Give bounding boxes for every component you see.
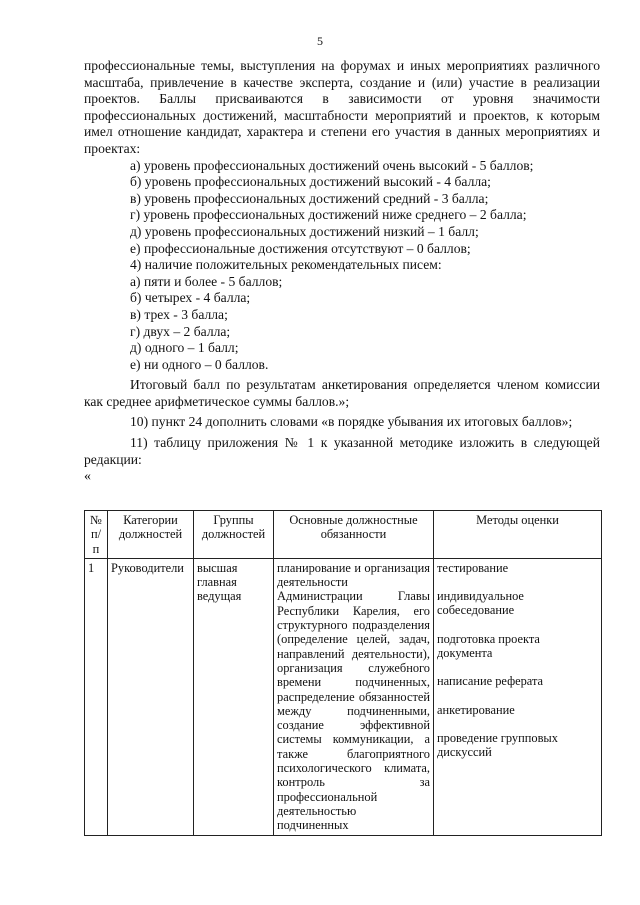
list-item: б) уровень профессиональных достижений высокий - 4 балла; [130, 174, 491, 190]
header-groups: Группы должностей [194, 511, 274, 559]
cell-methods [434, 558, 602, 835]
letters-heading: 4) наличие положительных рекомендательных писем: [130, 257, 442, 273]
list-item: в) трех - 3 балла; [130, 306, 228, 322]
header-methods: Методы оценки [434, 511, 602, 559]
cell-number: 1 [85, 558, 108, 835]
achievement-levels-list [84, 158, 600, 258]
opening-quote: « [84, 469, 91, 485]
header-number: № п/п [85, 511, 108, 559]
method-item: подготовка проекта документа [437, 631, 540, 661]
list-item: г) уровень профессиональных достижений ниже среднего – 2 балла; [130, 207, 527, 223]
intro-paragraph: профессиональные темы, выступления на форумах и иных мероприятиях различного масштаба, привлечение в качестве эксперта, создание и (или) участие в реализации проектов. Баллы присваиваются в зависимости от уровня значимости профессиональных достижений, масштабности мероприятий и проектов, к которым имел отношение кандидат, характера и степени его участия в данных мероприятиях и проектах: [84, 58, 600, 156]
amendment-item-11: 11) таблицу приложения № 1 к указанной методике изложить в следующей редакции: [84, 435, 600, 467]
list-item: е) профессиональные достижения отсутствуют – 0 баллов; [130, 240, 471, 256]
method-item: индивидуальное собеседование [437, 589, 524, 618]
list-item: а) уровень профессиональных достижений очень высокий - 5 баллов; [130, 157, 534, 173]
method-item: проведение групповых дискуссий [437, 730, 558, 760]
methods-table [84, 510, 602, 836]
cell-duties: планирование и организация деятельности Администрации Главы Республики Карелия, его структурного подразделения (определение целей, задач, направлений деятельности), организация служебного времени подчиненных, распределение обязанностей между подчиненными, создание эффективной системы коммуникации, а также благоприятного психологического климата, контроль за профессиональной деятельностью подчиненных [274, 558, 434, 835]
table-header-row [85, 511, 602, 559]
header-category: Категории должностей [108, 511, 194, 559]
cell-category: Руководители [108, 558, 194, 835]
amendment-item-10: 10) пункт 24 дополнить словами «в порядке убывания их итоговых баллов»; [130, 414, 573, 430]
letters-levels-list [84, 274, 600, 374]
list-item: б) четырех - 4 балла; [130, 290, 251, 306]
document-body [84, 58, 600, 498]
final-score-paragraph: Итоговый балл по результатам анкетирования определяется членом комиссии как среднее арифметическое суммы баллов.»; [84, 377, 600, 409]
group-item: ведущая [197, 589, 242, 604]
method-item: тестирование [437, 560, 509, 575]
list-item: д) одного – 1 балл; [130, 340, 239, 356]
table-row [85, 558, 602, 835]
group-item: главная [197, 575, 237, 590]
cell-groups [194, 558, 274, 835]
list-item: г) двух – 2 балла; [130, 323, 231, 339]
list-item: а) пяти и более - 5 баллов; [130, 273, 283, 289]
method-item: анкетирование [437, 702, 515, 717]
page-number: 5 [317, 34, 323, 48]
list-item: д) уровень профессиональных достижений низкий – 1 балл; [130, 223, 479, 239]
list-item: е) ни одного – 0 баллов. [130, 356, 269, 372]
list-item: в) уровень профессиональных достижений средний - 3 балла; [130, 190, 489, 206]
group-item: высшая [197, 560, 238, 575]
header-duties: Основные должностные обязанности [274, 511, 434, 559]
method-item: написание реферата [437, 674, 544, 689]
